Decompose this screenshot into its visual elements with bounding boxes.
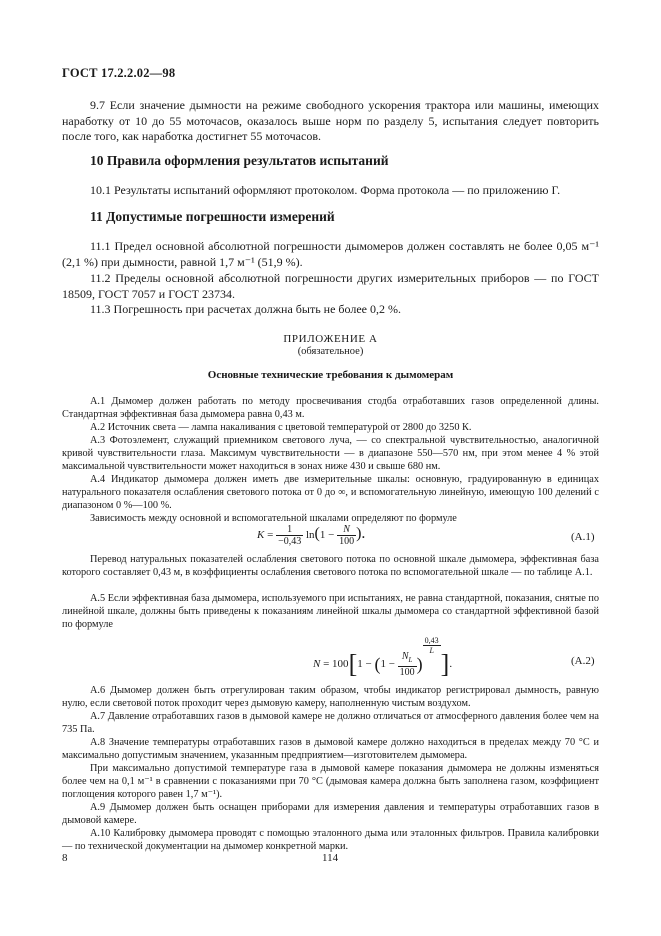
paragraph-a3 bbox=[62, 434, 599, 473]
paragraph-a8-continued bbox=[62, 762, 599, 801]
formula-a1-frac-den: −0,43 bbox=[278, 536, 302, 547]
formula-a1-lhs: K bbox=[257, 529, 265, 542]
formula-a2-exp-num: 0,43 bbox=[424, 636, 439, 645]
paragraph-a7-text: А.7 Давление отработавших газов в дымовой камере не должно отличаться от атмосферного давления более чем на 735 Па. bbox=[62, 711, 599, 736]
paragraph-a4-text: А.4 Индикатор дымомера должен иметь две измерительные шкалы: основную, градуированную в единицах натурального показателя ослабления светового потока от 0 до ∞, и вспомогательную линейную, имеющую 100 делений с диапазоном 0 %—100 %. bbox=[62, 474, 599, 512]
formula-a1-inner-num: N bbox=[337, 524, 356, 536]
formula-a2-lhs: N bbox=[313, 658, 321, 670]
formula-a2-inner-fraction bbox=[398, 651, 417, 678]
paragraph-a10-text: А.10 Калибровку дымомера проводят с помощью эталонного дыма или эталонных фильтров. Правила калибровки — по технической документации на дымомер конкретной марки. bbox=[62, 828, 599, 853]
formula-a1-ln: ln bbox=[305, 529, 315, 542]
paragraph-10-1-text: 10.1 Результаты испытаний оформляют протоколом. Форма протокола — по приложению Г. bbox=[90, 183, 561, 197]
paragraph-a4 bbox=[62, 473, 599, 512]
paragraph-a5-text: А.5 Если эффективная база дымомера, используемого при испытаниях, не равна стандартной, показания, снятые по линейной шкале, должны быть приведены к показаниям линейной шкалы дымомера со стандартной эффективной базой по формуле bbox=[62, 593, 599, 631]
paragraph-a8-continued-text: При максимально допустимой температуре газа в дымовой камере показания дымомера не должны изменяться более чем на 0,1 м⁻¹ в сравнении с показаниями при 70 °С (дымовая камера должна быть заполнена газом, коэффициент поглощения которого равен 1,7 м⁻¹). bbox=[62, 763, 599, 801]
paragraph-a4-after-text: Перевод натуральных показателей ослабления светового потока по основной шкале дымомера, эффективная база которого составляет 0,43 м, в коэффициенты ослабления светового потока по вспомогательной шкале — по таблице А.1. bbox=[62, 554, 599, 579]
paragraph-a3-text: А.3 Фотоэлемент, служащий приемником светового луча, — со спектральной чувствительностью, аналогичной кривой чувствительности глаза. Максимум чувствительности — в диапазоне 550—570 нм, при этом менее 4 % этой максимальной чувствительности может находиться в зонах ниже 430 и свыше 680 нм. bbox=[62, 435, 599, 473]
formula-a1-label: (А.1) bbox=[571, 531, 595, 543]
paragraph-9-7-text: 9.7 Если значение дымности на режиме свободного ускорения трактора или машины, имеющих наработку от 10 до 55 моточасов, оказалось выше норм по разделу 5, испытания следует повторить после того, как наработка достигнет 55 моточасов. bbox=[62, 98, 599, 143]
paragraph-a6-text: А.6 Дымомер должен быть отрегулирован таким образом, чтобы индикатор регистрировал дымность, равную нулю, если световой поток проходит через дымовую камеру, наполненную чистым воздухом. bbox=[62, 685, 599, 710]
paragraph-a9-text: А.9 Дымомер должен быть оснащен приборами для измерения давления и температуры отработавших газов в дымовой камере. bbox=[62, 802, 599, 827]
formula-a2-inner-den: 100 bbox=[399, 666, 415, 678]
paragraph-11-1 bbox=[62, 239, 599, 270]
appendix-heading: Основные технические требования к дымомерам bbox=[207, 369, 454, 381]
section-11-title: 11 Допустимые погрешности измерений bbox=[90, 209, 335, 224]
document-header: ГОСТ 17.2.2.02—98 bbox=[62, 66, 176, 80]
paragraph-11-2-text: 11.2 Пределы основной абсолютной погрешности других измерительных приборов — по ГОСТ 18509, ГОСТ 7057 и ГОСТ 23734. bbox=[62, 271, 599, 301]
page-number-left: 8 bbox=[62, 852, 68, 864]
paragraph-11-2 bbox=[62, 271, 599, 302]
paragraph-a9 bbox=[62, 801, 599, 827]
formula-a1-fraction bbox=[276, 524, 303, 547]
paragraph-a4-after bbox=[62, 553, 599, 579]
formula-a1-frac-num: 1 bbox=[276, 524, 303, 536]
formula-a2-inner-num-wrap bbox=[398, 651, 417, 667]
paragraph-a10 bbox=[62, 827, 599, 853]
formula-a1-inner-den: 100 bbox=[339, 536, 355, 547]
formula-a2-label: (А.2) bbox=[571, 655, 595, 667]
paragraph-a8-text: А.8 Значение температуры отработавших газов в дымовой камере должно находиться в пределах между 70 °С и максимально допустимым значением, указанным предприятием—изготовителем дымомера. bbox=[62, 737, 599, 762]
appendix-subtitle: (обязательное) bbox=[297, 346, 364, 357]
formula-a1-one-minus: 1 − bbox=[319, 529, 335, 542]
paragraph-a5 bbox=[62, 592, 599, 631]
paragraph-a1-text: А.1 Дымомер должен работать по методу просвечивания стодба отработавших газов определенной длины. Стандартная эффективная база дымомера равна 0,43 м. bbox=[62, 396, 599, 421]
paragraph-11-3-text: 11.3 Погрешность при расчетах должна быть не более 0,2 %. bbox=[90, 302, 401, 316]
formula-a2: N = 100[1 − (1 − $\frac{N_L}{100}$ ) $\frac{0,43}{L}$ ]. bbox=[313, 636, 453, 679]
formula-a2-inner-num: N bbox=[401, 650, 409, 662]
paragraph-a1 bbox=[62, 395, 599, 421]
paragraph-10-1 bbox=[62, 183, 599, 199]
paragraph-a2 bbox=[62, 421, 599, 434]
appendix-title: ПРИЛОЖЕНИЕ А bbox=[283, 333, 378, 345]
formula-a2-exp-den: L bbox=[429, 646, 434, 655]
formula-a1-eq: = bbox=[267, 529, 274, 542]
paragraph-a7 bbox=[62, 710, 599, 736]
formula-a1: K = $\frac{1}{-0,43}$ ln(1 − $\frac{N}{100}$ ). bbox=[257, 524, 366, 547]
paragraph-11-1-text: 11.1 Предел основной абсолютной погрешности дымомеров должен составлять не более 0,05 м⁻¹ (2,1 %) при дымности, равной 1,7 м⁻¹ (51,9 %). bbox=[62, 239, 599, 269]
paragraph-a6 bbox=[62, 684, 599, 710]
paragraph-9-7 bbox=[62, 98, 599, 145]
paragraph-a8 bbox=[62, 736, 599, 762]
paragraph-a2-text: А.2 Источник света — лампа накаливания с цветовой температурой от 2800 до 3250 К. bbox=[90, 422, 472, 433]
formula-a2-inner-one-minus: 1 − bbox=[380, 658, 395, 670]
formula-a1-inner-fraction bbox=[337, 524, 356, 547]
formula-a2-eq: = 100 bbox=[323, 658, 349, 670]
page-number-center: 114 bbox=[322, 852, 339, 864]
formula-a2-inner-num-sub: L bbox=[408, 655, 413, 664]
formula-a2-exponent bbox=[423, 636, 441, 655]
paragraph-a4-relation-text: Зависимость между основной и вспомогательной шкалами определяют по формуле bbox=[90, 513, 457, 524]
section-10-title: 10 Правила оформления результатов испытаний bbox=[90, 153, 389, 168]
paragraph-11-3 bbox=[62, 302, 599, 318]
formula-a2-one-minus: 1 − bbox=[357, 658, 372, 670]
